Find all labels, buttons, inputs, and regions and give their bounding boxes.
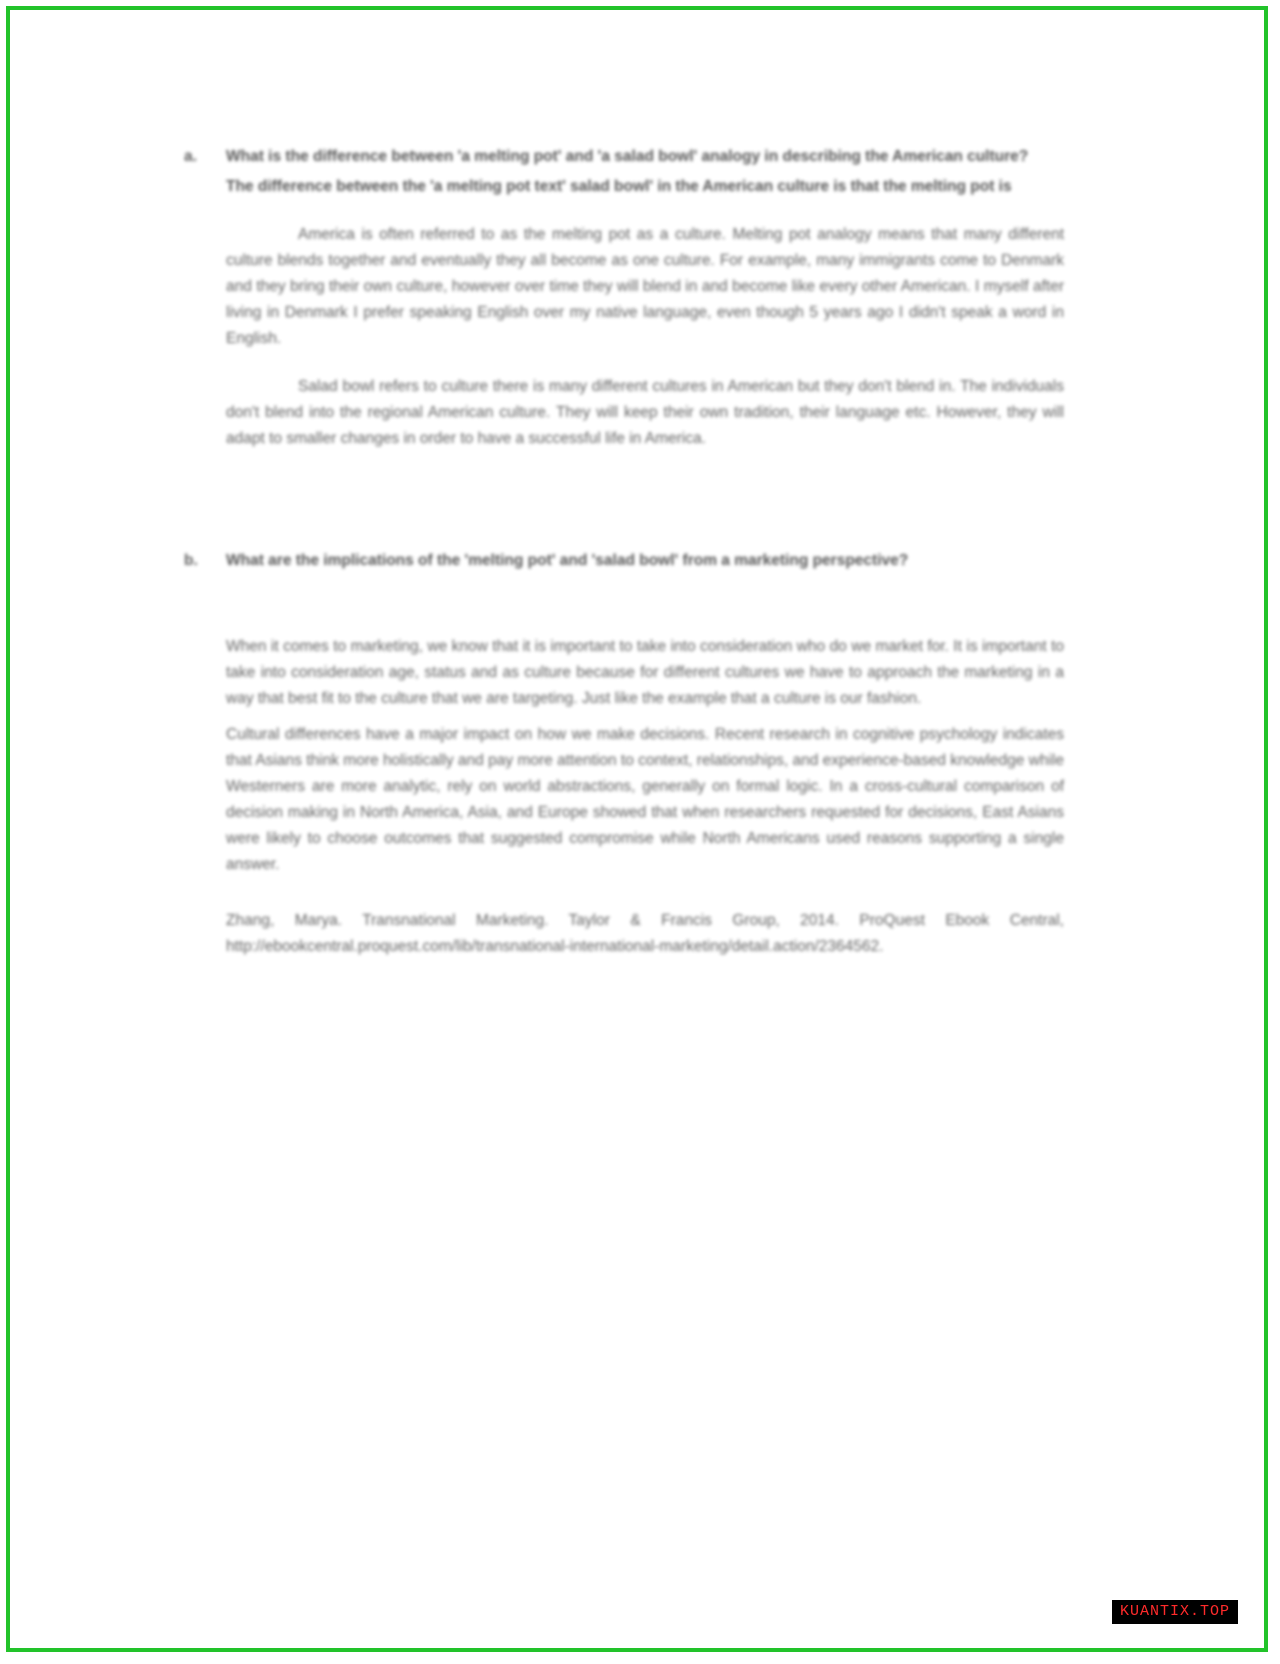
paragraph: America is often referred to as the melting pot as a culture. Melting pot analogy means that many different culture blends together and eventually they all become as one culture. For example, many immigrants come to Denmark and they bring their own culture, however over time they will blend in and become like every other American. I myself after living in Denmark I prefer speaking English over my native language, even though 5 years ago I didn't speak a word in English. [226, 226, 1064, 347]
document-text-body [184, 144, 1064, 960]
watermark-badge: KUANTIX.TOP [1112, 1600, 1238, 1624]
paragraph: Cultural differences have a major impact on how we make decisions. Recent research in cognitive psychology indicates that Asians think more holistically and pay more attention to context, relationships, and experience-based knowledge while Westerners are more analytic, rely on world abstractions, generally on formal logic. In a cross-cultural comparison of decision making in North America, Asia, and Europe showed that when researchers requested for decisions, East Asians were likely to choose outcomes that suggested compromise while North Americans used reasons supporting a single answer. [226, 726, 1064, 873]
section-spacer [184, 452, 1064, 548]
paragraph: When it comes to marketing, we know that it is important to take into consideration who do we market for. It is important to take into consideration age, status and as culture because for different cultures we have to approach the marketing in a way that best fit to the culture that we are targeting. Just like the example that a culture is our fashion. [226, 638, 1064, 707]
paragraph: Salad bowl refers to culture there is many different cultures in American but they don't blend in. The individuals don't blend into the regional American culture. They will keep their own tradition, their language etc. However, they will adapt to smaller changes in order to have a successful life in America. [226, 378, 1064, 447]
question-marker: b. [184, 552, 198, 569]
document-sheet [24, 24, 1250, 1634]
citation: Zhang, Marya. Transnational Marketing. Taylor & Francis Group, 2014. ProQuest Ebook Central, http://ebookcentral.proquest.com/lib/transnational-international-marketing/detail.action/2364562. [226, 912, 1064, 955]
question-item [184, 548, 1064, 574]
question-item [184, 144, 1064, 170]
page-border-frame [6, 6, 1268, 1652]
question-text: What are the implications of the 'melting pot' and 'salad bowl' from a marketing perspective? [226, 552, 909, 569]
question-marker: a. [184, 148, 197, 165]
question-text: What is the difference between 'a melting pot' and 'a salad bowl' analogy in describing the American culture? [226, 148, 1029, 165]
section-spacer [184, 578, 1064, 612]
answer-lead: The difference between the 'a melting pot text' salad bowl' in the American culture is that the melting pot is [226, 178, 1012, 195]
